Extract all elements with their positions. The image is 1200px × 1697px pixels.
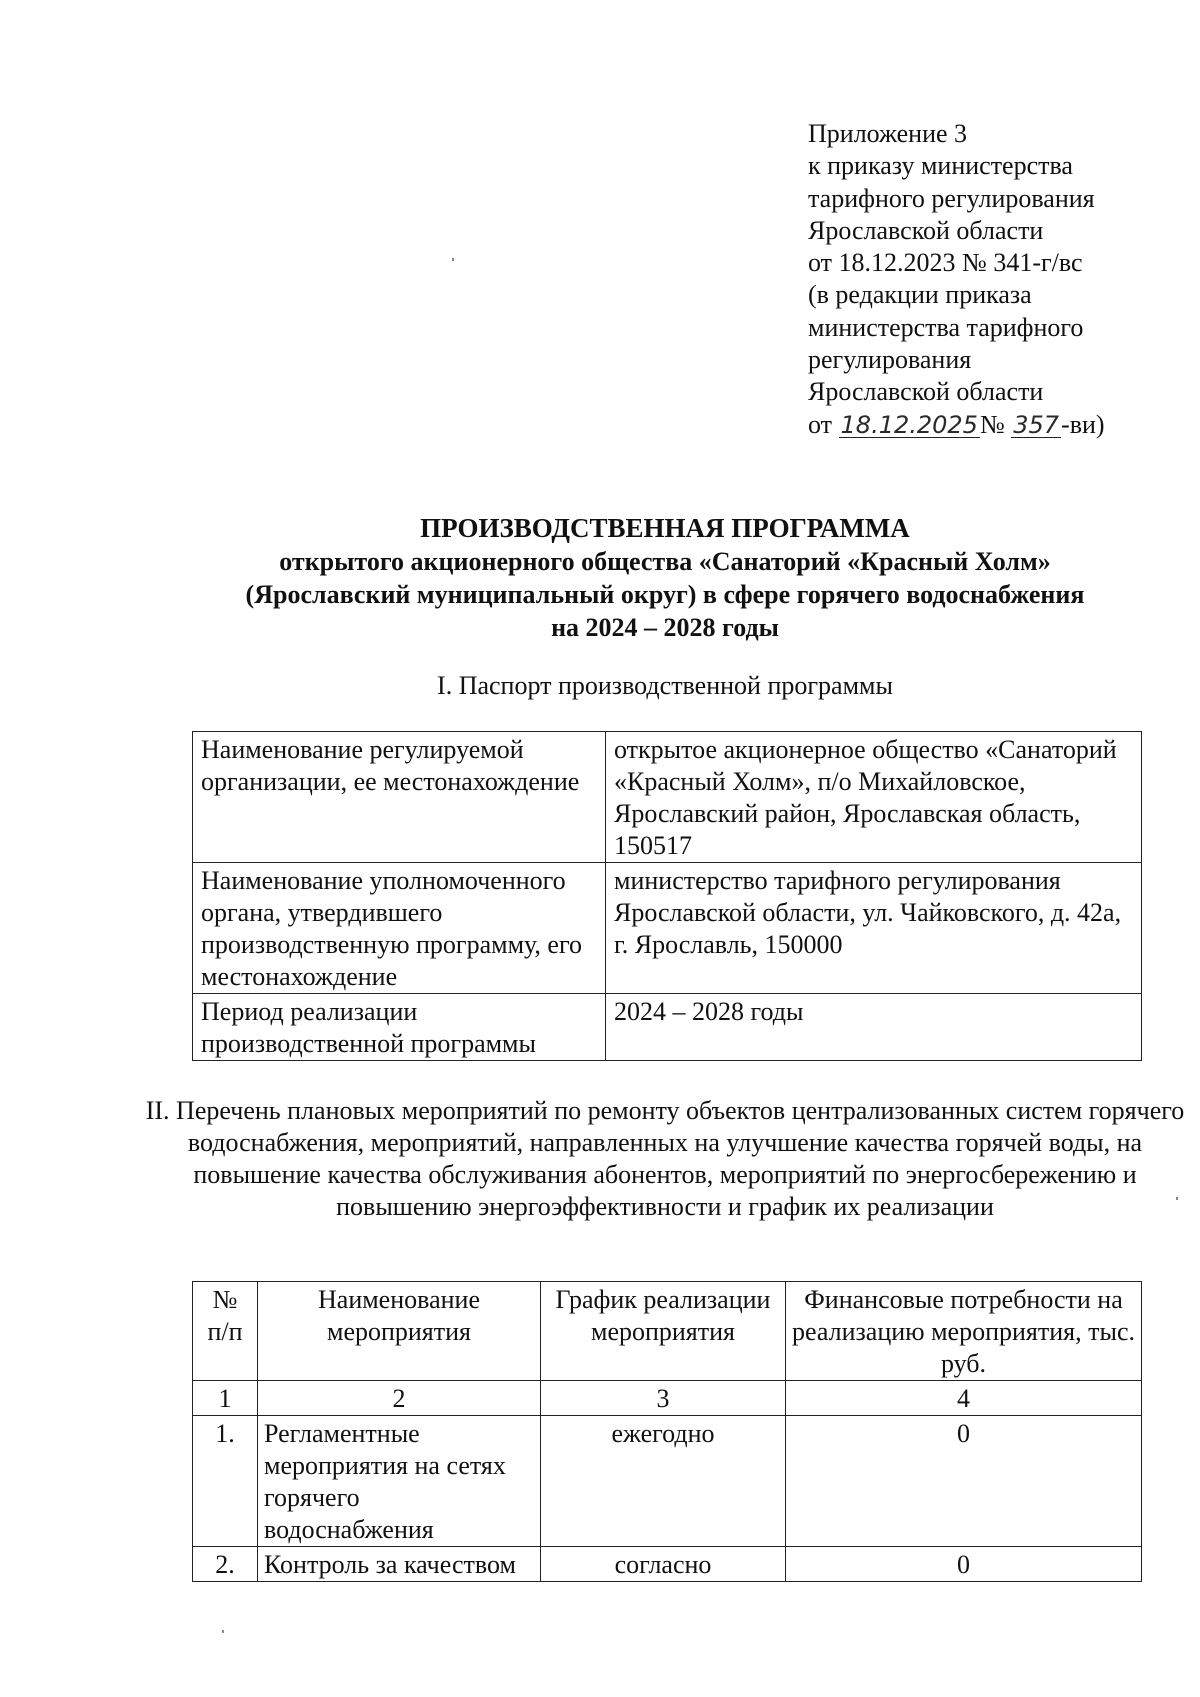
column-header: График реализации мероприятия xyxy=(541,1282,786,1381)
event-schedule: ежегодно xyxy=(541,1416,786,1547)
table-header-row xyxy=(193,1282,1142,1381)
title-line: ПРОИЗВОДСТВЕННАЯ ПРОГРАММА xyxy=(420,513,910,543)
amendment-prefix: от xyxy=(808,409,833,439)
column-number-row xyxy=(193,1381,1142,1416)
appendix-line: регулирования xyxy=(808,345,972,375)
event-cost: 0 xyxy=(786,1547,1142,1582)
row-number: 1. xyxy=(193,1416,258,1547)
column-number: 4 xyxy=(786,1381,1142,1416)
event-name: Регламентные мероприятия на сетях горячего водоснабжения xyxy=(258,1416,541,1547)
column-header: № п/п xyxy=(193,1282,258,1381)
title-line: на 2024 – 2028 годы xyxy=(551,613,779,642)
passport-value: открытое акционерное общество «Санаторий «Красный Холм», п/о Михайловское, Ярославский район, Ярославская область, 150517 xyxy=(606,732,1142,863)
column-number: 1 xyxy=(193,1381,258,1416)
table-row xyxy=(193,1547,1142,1582)
document-title xyxy=(140,512,1190,644)
scan-speck xyxy=(222,1630,224,1633)
events-table xyxy=(192,1281,1142,1582)
passport-table xyxy=(192,731,1142,1061)
appendix-amendment-line xyxy=(808,409,1105,441)
appendix-line: от 18.12.2023 № 341-г/вс xyxy=(808,248,1083,278)
table-row xyxy=(193,994,1142,1061)
appendix-line: Ярославской области xyxy=(808,377,1044,407)
appendix-line: к приказу министерства xyxy=(808,151,1073,181)
event-cost: 0 xyxy=(786,1416,1142,1547)
appendix-block xyxy=(808,118,1105,441)
event-name: Контроль за качеством xyxy=(258,1547,541,1582)
column-number: 3 xyxy=(541,1381,786,1416)
section-2-heading: II. Перечень плановых мероприятий по ремонту объектов централизованных систем горячего водоснабжения, мероприятий, направленных на улучшение качества горячей воды, на повышение качества обслуживания абонентов, мероприятий по энергосбережению и повышению энергоэффективности и график их реализации xyxy=(145,1096,1185,1221)
row-number: 2. xyxy=(193,1547,258,1582)
handwritten-number: 357 xyxy=(1013,410,1060,439)
passport-key: Наименование уполномоченного органа, утвердившего производственную программу, его местонахождение xyxy=(193,863,606,994)
table-row xyxy=(193,732,1142,863)
event-schedule: согласно xyxy=(541,1547,786,1582)
handwritten-date: 18.12.2025 xyxy=(840,410,978,439)
column-number: 2 xyxy=(258,1381,541,1416)
passport-key: Период реализации производственной программы xyxy=(193,994,606,1061)
column-header: Наименование мероприятия xyxy=(258,1282,541,1381)
appendix-line: Ярославской области xyxy=(808,215,1044,245)
title-line: открытого акционерного общества «Санаторий «Красный Холм» xyxy=(279,547,1051,576)
amendment-suffix: -ви) xyxy=(1061,409,1105,439)
passport-value: министерство тарифного регулирования Ярославской области, ул. Чайковского, д. 42а, г. Ярославль, 150000 xyxy=(606,863,1142,994)
appendix-line: Приложение 3 xyxy=(808,119,968,148)
appendix-line: (в редакции приказа xyxy=(808,280,1032,310)
appendix-line: тарифного регулирования xyxy=(808,183,1095,213)
column-header: Финансовые потребности на реализацию мероприятия, тыс. руб. xyxy=(786,1282,1142,1381)
table-row xyxy=(193,1416,1142,1547)
section-1-heading: I. Паспорт производственной программы xyxy=(437,671,893,700)
title-line: (Ярославский муниципальный округ) в сфере горячего водоснабжения xyxy=(245,580,1085,609)
table-row xyxy=(193,863,1142,994)
scan-speck xyxy=(452,258,454,261)
appendix-line: министерства тарифного xyxy=(808,312,1084,342)
passport-value: 2024 – 2028 годы xyxy=(606,994,1142,1061)
passport-key: Наименование регулируемой организации, ее местонахождение xyxy=(193,732,606,863)
number-sign: № xyxy=(979,409,1005,439)
